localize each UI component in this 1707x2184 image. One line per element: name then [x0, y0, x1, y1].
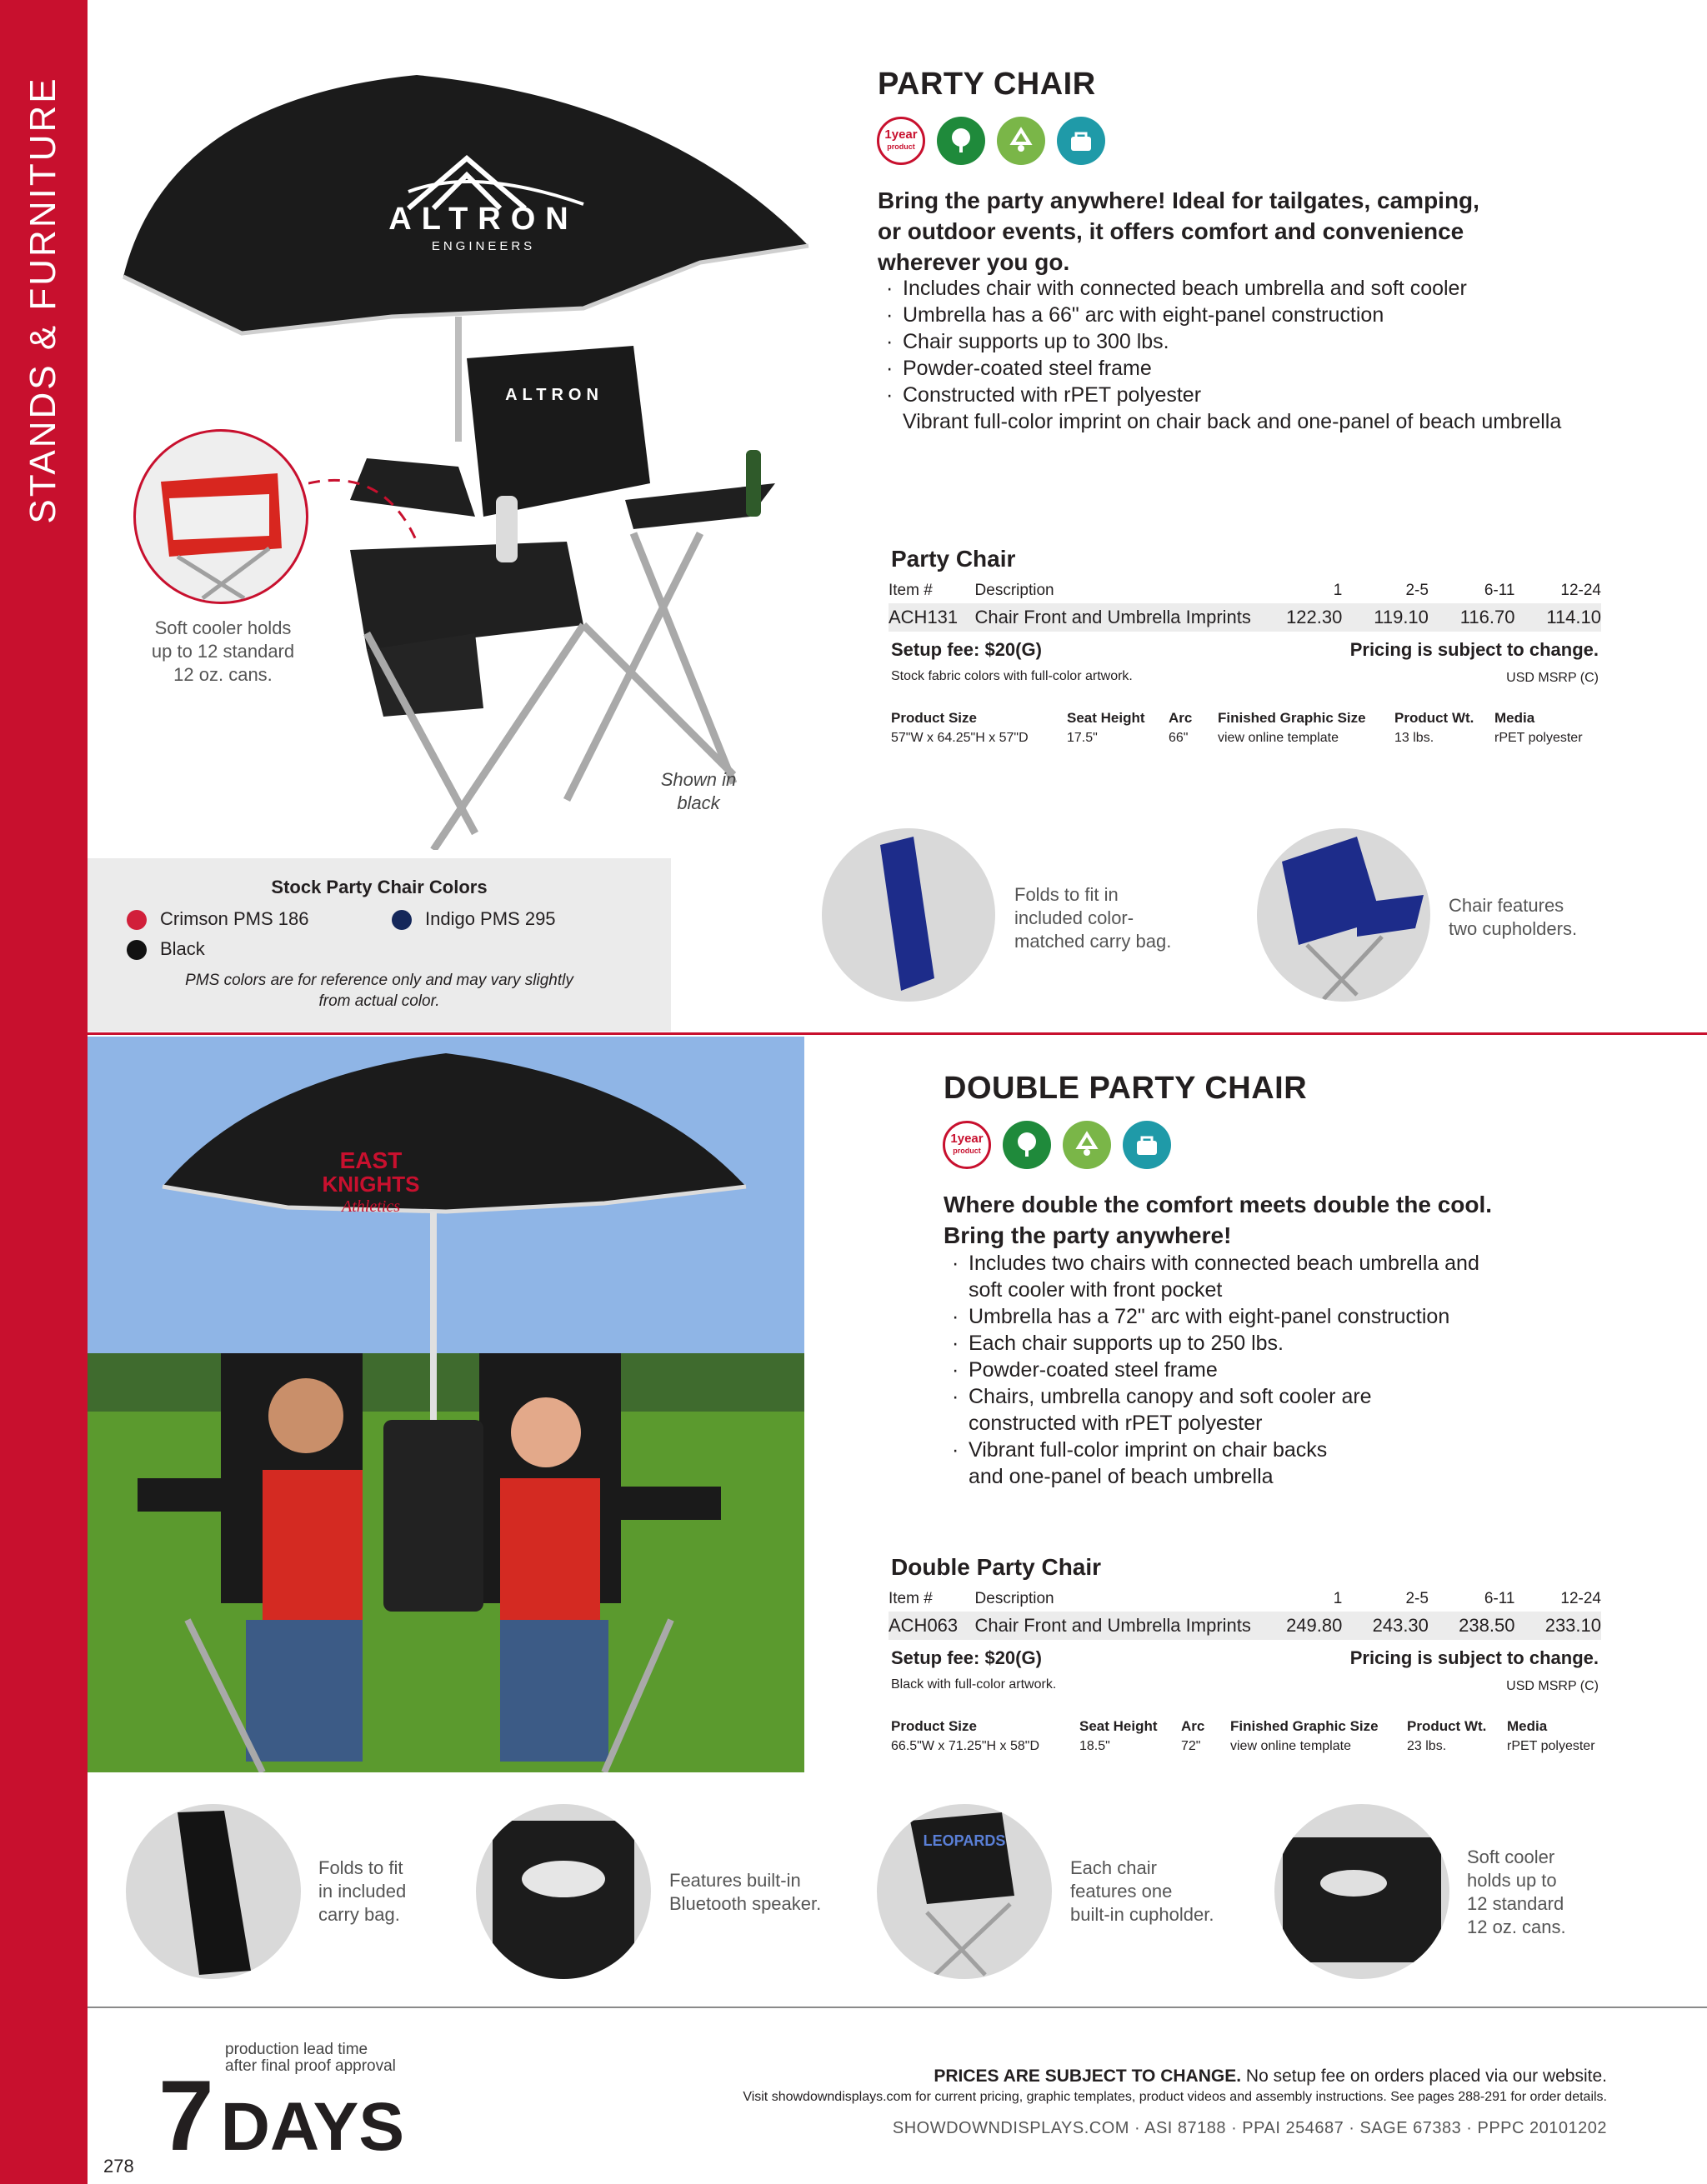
- pricing-note: Pricing is subject to change.: [1349, 1647, 1599, 1668]
- pricing-table-title: Double Party Chair: [891, 1554, 1102, 1580]
- swatch-dot: [127, 940, 147, 960]
- stock-colors-box: [88, 858, 671, 1032]
- section-label: STANDS & FURNITURE: [23, 76, 63, 524]
- setup-fee: Setup fee: $20(G): [891, 1647, 1042, 1668]
- svg-text:ENGINEERS: ENGINEERS: [431, 239, 536, 253]
- feature-item: · Powder-coated steel frame: [879, 355, 1561, 382]
- spec-arc: Arc 72": [1181, 1718, 1205, 1753]
- spec-media: Media rPET polyester: [1494, 710, 1583, 745]
- pricing-table: [889, 1587, 1601, 1640]
- spec-graphic-size: Finished Graphic Size view online template: [1230, 1718, 1379, 1753]
- visit-notice: Visit showdowndisplays.com for current pricing, graphic templates, product videos and assembly instructions. See pages 288-291 for order details.: [743, 2090, 1607, 2104]
- double-carry-bag-photo: [126, 1804, 301, 1979]
- feature-list: [945, 1250, 1479, 1490]
- feature-item: · Vibrant full-color imprint on chair backs: [945, 1437, 1479, 1463]
- spec-weight: Product Wt. 23 lbs.: [1407, 1718, 1487, 1753]
- section-divider: [88, 1032, 1707, 1035]
- stock-colors-note: PMS colors are for reference only and may vary slightly from actual color.: [185, 972, 573, 1010]
- spec-weight: Product Wt. 13 lbs.: [1394, 710, 1474, 745]
- product-title: PARTY CHAIR: [878, 67, 1096, 102]
- prices-notice: PRICES ARE SUBJECT TO CHANGE. No setup fee on orders placed via our website.: [934, 2067, 1607, 2086]
- pricing-table-title: Party Chair: [891, 546, 1016, 572]
- stock-note: Stock fabric colors with full-color artwork.: [891, 669, 1133, 683]
- spec-graphic-size: Finished Graphic Size view online template: [1218, 710, 1366, 745]
- cupholder-photo: [1257, 828, 1430, 1002]
- cooler-detail-photo: [133, 429, 308, 604]
- setup-fee: Setup fee: $20(G): [891, 639, 1042, 660]
- color-swatch-black: Black: [127, 938, 205, 960]
- color-swatch-crimson: Crimson PMS 186: [127, 908, 309, 930]
- product-specs: [891, 1717, 1595, 1757]
- spec-product-size: Product Size 66.5"W x 71.25"H x 58"D: [891, 1718, 1040, 1753]
- cooler-caption: Soft cooler holds up to 12 standard 12 oz. cans.: [151, 617, 295, 685]
- spec-media: Media rPET polyester: [1507, 1718, 1595, 1753]
- table-row: ACH131 Chair Front and Umbrella Imprints 122.30 119.10 116.70 114.10: [889, 603, 1601, 632]
- page-number: 278: [103, 2156, 134, 2177]
- currency-note: USD MSRP (C): [1506, 1679, 1599, 1693]
- tree-icon: [937, 117, 985, 165]
- bag-icon: [1057, 117, 1105, 165]
- feature-item: · Includes chair with connected beach umbrella and soft cooler: [879, 275, 1561, 302]
- stock-note: Black with full-color artwork.: [891, 1677, 1057, 1692]
- double-cooler-photo: [1274, 1804, 1449, 1979]
- double-cooler-caption: Soft cooler holds up to 12 standard 12 oz. cans.: [1467, 1847, 1566, 1937]
- table-row: ACH063 Chair Front and Umbrella Imprints 249.80 243.30 238.50 233.10: [889, 1612, 1601, 1640]
- feature-item: · Powder-coated steel frame: [945, 1357, 1479, 1383]
- double-cupholder-caption: Each chair features one built-in cupholder.: [1070, 1857, 1214, 1925]
- tree-icon: [1003, 1121, 1051, 1169]
- one-year-icon: 1year product: [877, 117, 925, 165]
- double-cupholder-photo: [877, 1804, 1052, 1979]
- lead-time-label: production lead time after final proof approval: [225, 2041, 396, 2075]
- pricing-note: Pricing is subject to change.: [1349, 639, 1599, 660]
- recycle-icon: [1063, 1121, 1111, 1169]
- footer-divider: [88, 2007, 1707, 2008]
- feature-item: · Chairs, umbrella canopy and soft cooler are: [945, 1383, 1479, 1410]
- speaker-caption: Features built-in Bluetooth speaker.: [669, 1870, 822, 1914]
- lead-time-days: 7DAYS: [158, 2060, 405, 2172]
- feature-badges: [877, 117, 1105, 165]
- product-title: DOUBLE PARTY CHAIR: [944, 1071, 1308, 1106]
- carry-bag-photo: [822, 828, 995, 1002]
- feature-item: and one-panel of beach umbrella: [969, 1465, 1274, 1488]
- color-swatch-indigo: Indigo PMS 295: [392, 908, 556, 930]
- pricing-table: [889, 578, 1601, 632]
- feature-item: · Constructed with rPET polyester: [879, 382, 1561, 408]
- feature-badges: [943, 1121, 1171, 1169]
- feature-item: · Umbrella has a 72" arc with eight-panel construction: [945, 1303, 1479, 1330]
- svg-text:ALTRON: ALTRON: [505, 386, 603, 404]
- spec-seat-height: Seat Height 18.5": [1079, 1718, 1158, 1753]
- product-intro: Bring the party anywhere! Ideal for tailgates, camping, or outdoor events, it offers comfort and convenience wherever you go.: [878, 187, 1479, 275]
- bag-icon: [1123, 1121, 1171, 1169]
- company-ids: SHOWDOWNDISPLAYS.COM · ASI 87188 · PPAI 254687 · SAGE 67383 · PPPC 20101202: [892, 2119, 1607, 2137]
- svg-text:Athletics: Athletics: [342, 1197, 400, 1216]
- double-chair-photo: [88, 1037, 804, 1772]
- cupholder-caption: Chair features two cupholders.: [1449, 895, 1578, 939]
- product-intro: Where double the comfort meets double the cool. Bring the party anywhere!: [944, 1192, 1493, 1248]
- one-year-icon: 1year product: [943, 1121, 991, 1169]
- feature-item: constructed with rPET polyester: [969, 1412, 1263, 1435]
- feature-item: soft cooler with front pocket: [969, 1278, 1223, 1302]
- umbrella-brand: ALTRON: [388, 202, 578, 237]
- shown-in-caption: Shown in black: [660, 769, 737, 813]
- table-header: Item # Description 1 2-5 6-11 12-24: [889, 1590, 1601, 1607]
- spec-product-size: Product Size 57"W x 64.25"H x 57"D: [891, 710, 1029, 745]
- swatch-dot: [127, 910, 147, 930]
- feature-item: Vibrant full-color imprint on chair back and one-panel of beach umbrella: [903, 410, 1562, 433]
- stock-colors-title: Stock Party Chair Colors: [271, 877, 488, 897]
- svg-text:KNIGHTS: KNIGHTS: [322, 1172, 420, 1197]
- spec-seat-height: Seat Height 17.5": [1067, 710, 1145, 745]
- feature-item: · Each chair supports up to 250 lbs.: [945, 1330, 1479, 1357]
- feature-list: [879, 275, 1561, 435]
- swatch-dot: [392, 910, 412, 930]
- svg-text:LEOPARDS: LEOPARDS: [923, 1832, 1006, 1849]
- umbrella-team-brand: EAST: [339, 1147, 403, 1173]
- carry-bag-caption: Folds to fit in included color- matched carry bag.: [1014, 884, 1172, 952]
- product-specs: [891, 708, 1583, 748]
- double-carry-bag-caption: Folds to fit in included carry bag.: [318, 1857, 407, 1925]
- currency-note: USD MSRP (C): [1506, 671, 1599, 685]
- recycle-icon: [997, 117, 1045, 165]
- callout-line: [308, 467, 425, 550]
- spec-arc: Arc 66": [1169, 710, 1193, 745]
- feature-item: · Chair supports up to 300 lbs.: [879, 328, 1561, 355]
- speaker-photo: [476, 1804, 651, 1979]
- table-header: Item # Description 1 2-5 6-11 12-24: [889, 582, 1601, 599]
- feature-item: · Includes two chairs with connected beach umbrella and: [945, 1250, 1479, 1277]
- feature-item: · Umbrella has a 66" arc with eight-panel construction: [879, 302, 1561, 328]
